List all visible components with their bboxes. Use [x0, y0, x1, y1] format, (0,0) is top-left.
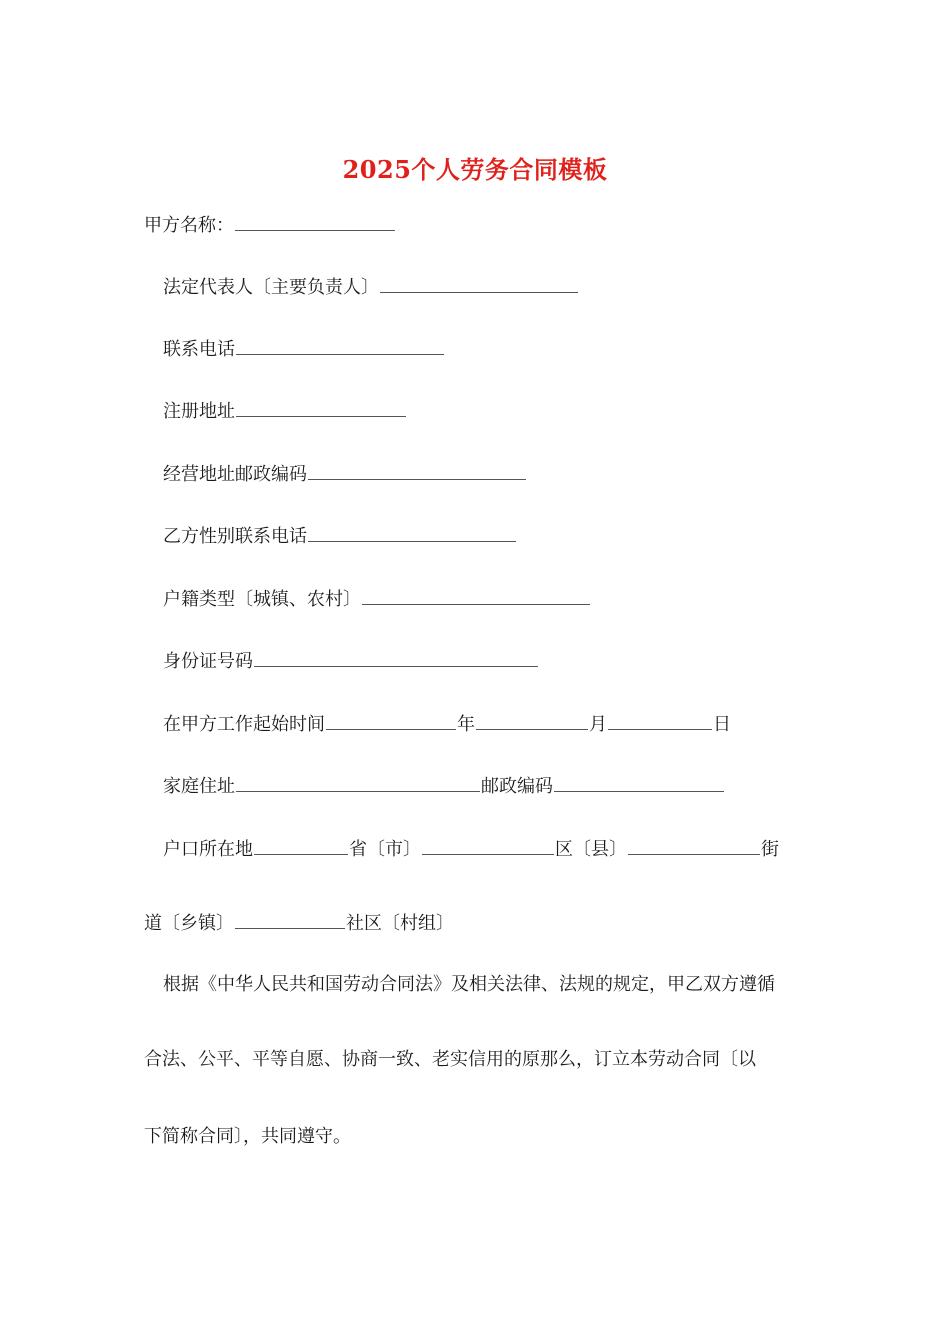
- start-time-label: 在甲方工作起始时间: [163, 714, 325, 735]
- party-b-label: 乙方性别联系电话: [163, 526, 307, 547]
- day-blank[interactable]: [608, 711, 712, 730]
- township-blank[interactable]: [235, 910, 345, 929]
- legal-rep-label: 法定代表人〔主要负责人〕: [163, 277, 379, 298]
- street-township-label: 道〔乡镇〕: [144, 913, 234, 934]
- contact-phone-blank[interactable]: [236, 336, 444, 355]
- street-continue-row: [144, 910, 454, 937]
- reg-address-blank[interactable]: [236, 398, 406, 417]
- party-a-name-row: [144, 212, 396, 239]
- biz-address-blank[interactable]: [308, 461, 526, 480]
- party-b-row: [163, 523, 517, 550]
- postcode-blank[interactable]: [554, 773, 724, 792]
- start-time-row: [163, 711, 731, 738]
- id-number-row: [163, 648, 539, 675]
- paragraph-line-2: 合法、公平、平等自愿、协商一致、老实信用的原那么，订立本劳动合同〔以: [144, 1049, 756, 1070]
- paragraph-line-3: 下简称合同〕，共同遵守。: [144, 1126, 351, 1147]
- day-label: 日: [713, 714, 731, 735]
- year-blank[interactable]: [326, 711, 456, 730]
- contact-phone-row: [163, 336, 445, 363]
- party-a-name-label: 甲方名称：: [144, 215, 234, 236]
- biz-address-row: [163, 461, 527, 488]
- hukou-type-blank[interactable]: [362, 586, 590, 605]
- district-label: 区〔县〕: [555, 839, 627, 860]
- province-label: 省〔市〕: [349, 839, 421, 860]
- home-address-blank[interactable]: [236, 773, 480, 792]
- party-b-blank[interactable]: [308, 523, 516, 542]
- hukou-location-label: 户口所在地: [163, 839, 253, 860]
- month-blank[interactable]: [476, 711, 588, 730]
- paragraph-line-1: 根据《中华人民共和国劳动合同法》及相关法律、法规的规定，甲乙双方遵循: [163, 974, 775, 995]
- year-label: 年: [457, 714, 475, 735]
- province-blank[interactable]: [254, 836, 348, 855]
- district-blank[interactable]: [422, 836, 554, 855]
- hukou-type-row: [163, 586, 591, 613]
- document-title: 2025个人劳务合同模板: [342, 155, 608, 184]
- month-label: 月: [589, 714, 607, 735]
- contact-phone-label: 联系电话: [163, 339, 235, 360]
- home-address-label: 家庭住址: [163, 776, 235, 797]
- street-blank[interactable]: [628, 836, 760, 855]
- biz-address-label: 经营地址邮政编码: [163, 464, 307, 485]
- id-number-label: 身份证号码: [163, 651, 253, 672]
- postcode-label: 邮政编码: [481, 776, 553, 797]
- reg-address-row: [163, 398, 407, 425]
- home-address-row: [163, 773, 725, 800]
- hukou-type-label: 户籍类型〔城镇、农村〕: [163, 589, 361, 610]
- legal-rep-row: [163, 274, 579, 301]
- hukou-location-row: [163, 836, 779, 863]
- reg-address-label: 注册地址: [163, 401, 235, 422]
- id-number-blank[interactable]: [254, 648, 538, 667]
- party-a-name-blank[interactable]: [235, 212, 395, 231]
- community-label: 社区〔村组〕: [346, 913, 454, 934]
- street-label: 街: [761, 839, 779, 860]
- legal-rep-blank[interactable]: [380, 274, 578, 293]
